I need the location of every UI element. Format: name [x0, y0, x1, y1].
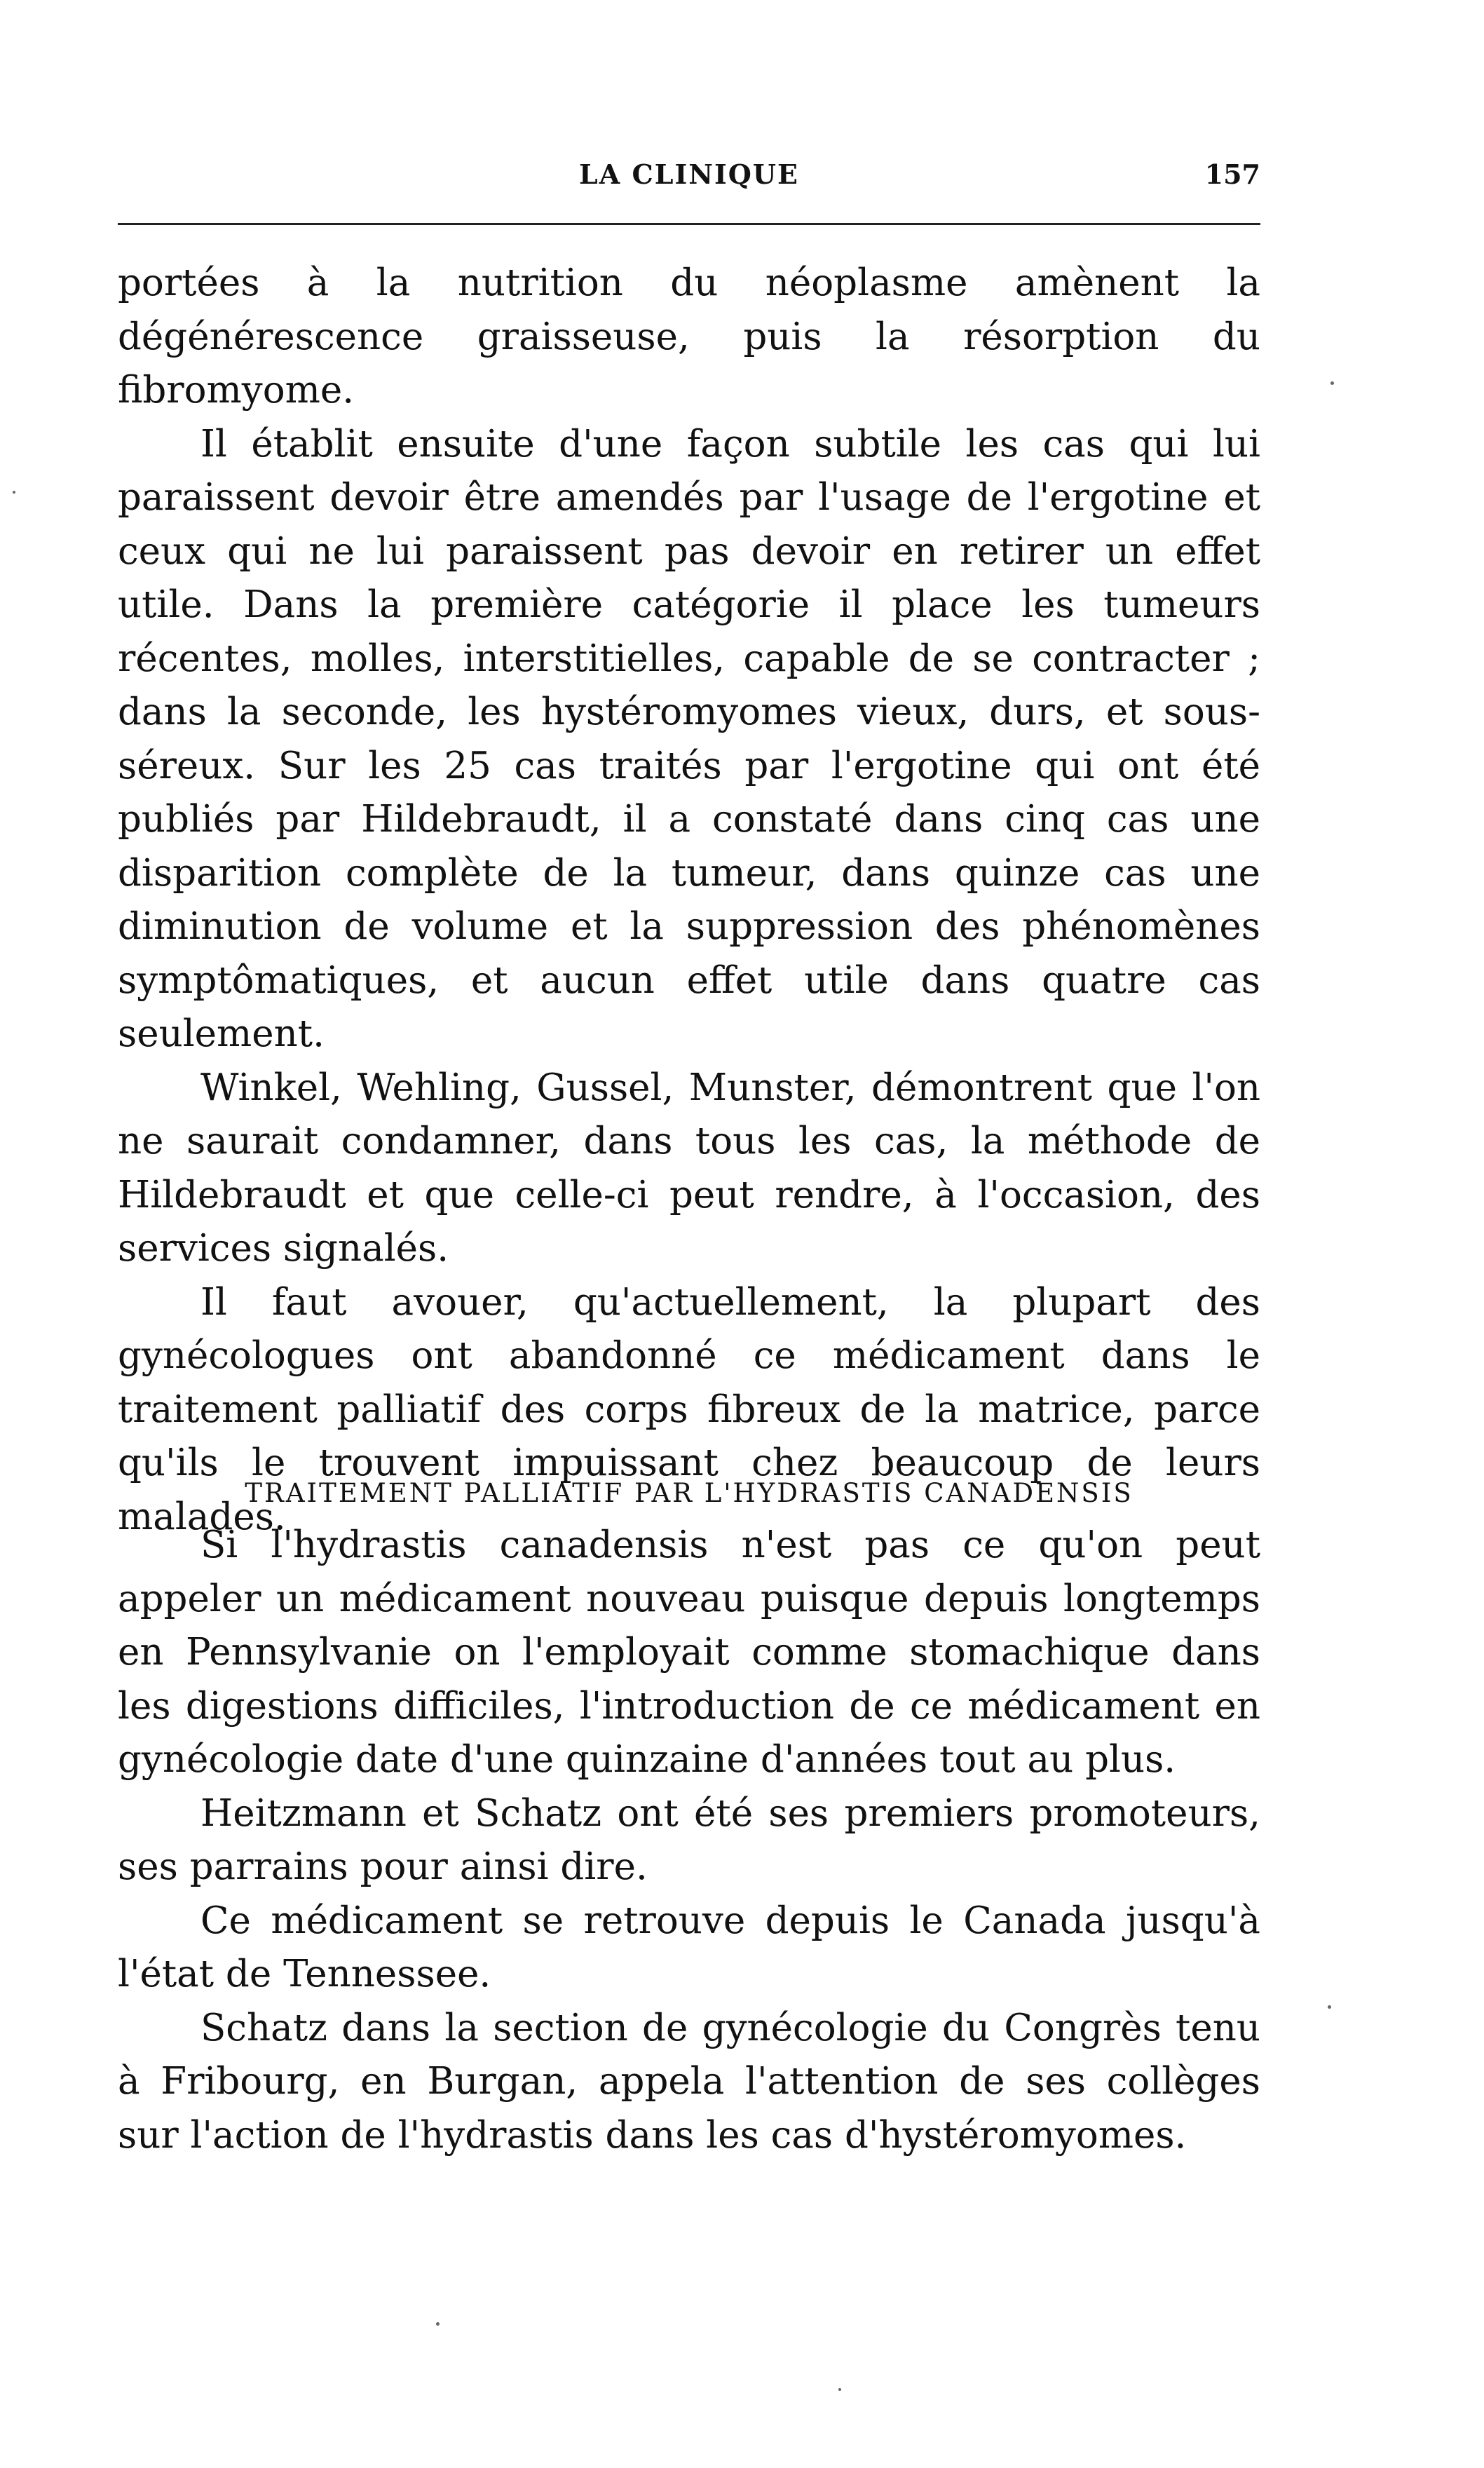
header-rule	[118, 223, 1260, 225]
paragraph: Si l'hydrastis canadensis n'est pas ce qu'on peut appeler un médicament nouveau puisque depuis longtemps en Pennsylvanie on l'employait comme stomachique dans les digestions difficiles, l'introduction de ce médicament en gynécologie date d'une quinzaine d'années tout au plus.	[118, 1524, 1260, 1781]
section-heading: TRAITEMENT PALLIATIF PAR L'HYDRASTIS CANADENSIS	[245, 1478, 1134, 1508]
scan-speck	[1328, 2005, 1331, 2009]
page-header	[118, 158, 1260, 201]
paragraph: Schatz dans la section de gynécologie du Congrès tenu à Fribourg, en Burgan, appela l'attention de ses collèges sur l'action de l'hydrastis dans les cas d'hystéromyomes.	[118, 2006, 1260, 2157]
paragraph: Winkel, Wehling, Gussel, Munster, démontrent que l'on ne saurait condamner, dans tous les cas, la méthode de Hildebraudt et que celle-ci peut rendre, à l'occasion, des services signalés.	[118, 1066, 1260, 1270]
scan-speck	[436, 2322, 440, 2326]
text-block-after-heading	[118, 1519, 1260, 2162]
running-title: LA CLINIQUE	[579, 158, 799, 190]
scan-speck	[1330, 381, 1334, 385]
paragraph: Ce médicament se retrouve depuis le Canada jusqu'à l'état de Tennessee.	[118, 1899, 1260, 1995]
paragraph: Il faut avouer, qu'actuellement, la plupart des gynécologues ont abandonné ce médicament dans le traitement palliatif des corps fibreux de la matrice, parce qu'ils le trouvent impuissant chez beaucoup de leurs malades.	[118, 1280, 1260, 1538]
text-block-before-heading	[118, 257, 1260, 1544]
paragraph: Heitzmann et Schatz ont été ses premiers promoteurs, ses parrains pour ainsi dire.	[118, 1791, 1260, 1888]
page-number: 157	[1204, 158, 1260, 190]
paragraph: Il établit ensuite d'une façon subtile les cas qui lui paraissent devoir être amendés par l'usage de l'ergotine et ceux qui ne lui paraissent pas devoir en retirer un effet utile. Dans la première catégorie il place les tumeurs récentes, molles, interstitielles, capable de se contracter ; dans la seconde, les hystéromyomes vieux, durs, et sous-séreux. Sur les 25 cas traités par l'ergotine qui ont été publiés par Hildebraudt, il a constaté dans cinq cas une disparition complète de la tumeur, dans quinze cas une diminution de volume et la suppression des phénomènes symptômatiques, et aucun effet utile dans quatre cas seulement.	[118, 422, 1260, 1055]
scan-speck	[13, 491, 15, 494]
scan-speck	[838, 2388, 841, 2391]
paragraph: portées à la nutrition du néoplasme amènent la dégénérescence graisseuse, puis la résorption du fibromyome.	[118, 262, 1260, 412]
